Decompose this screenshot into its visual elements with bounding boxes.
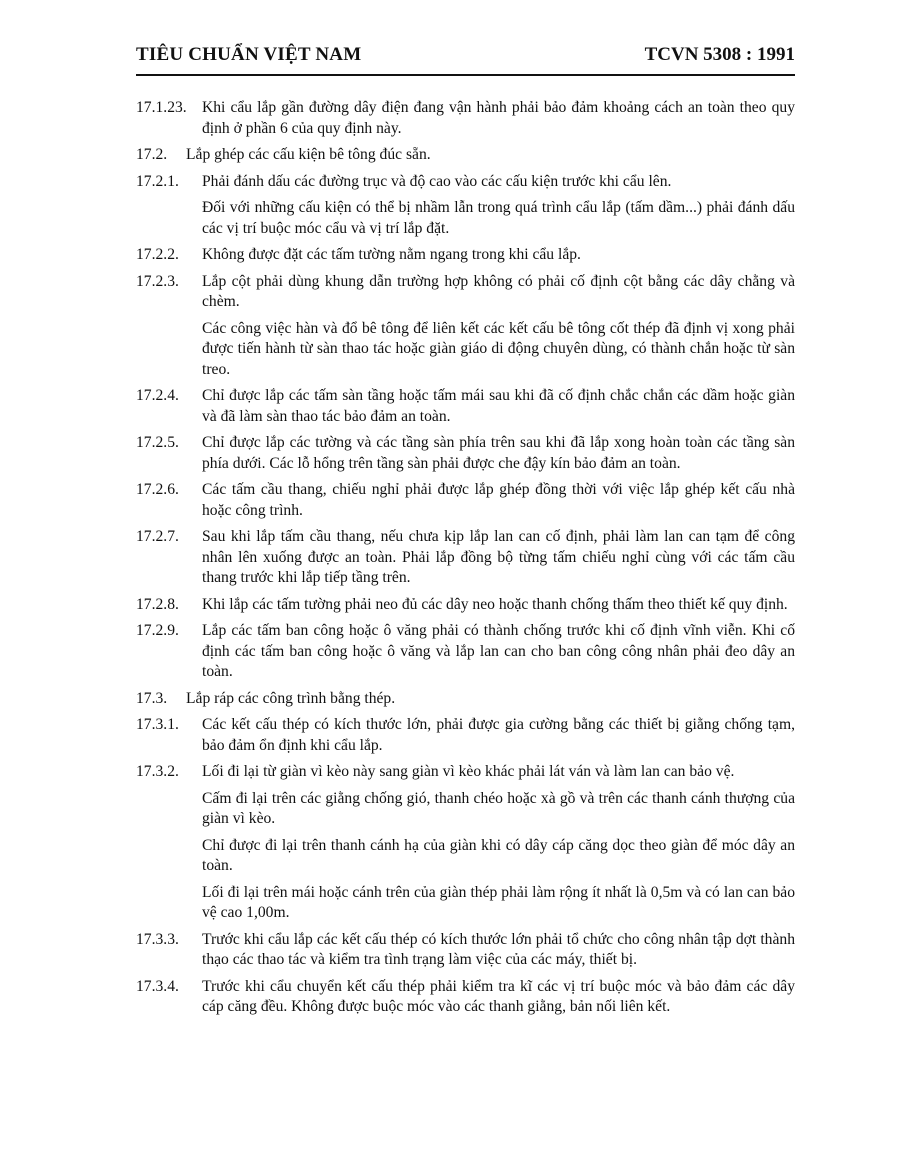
section-heading <box>136 145 795 166</box>
clause-number: 17.3.2. <box>136 763 179 780</box>
clause-item <box>136 527 795 589</box>
clause-item <box>136 621 795 683</box>
clause-item <box>136 762 795 783</box>
clause-text: Các tấm cầu thang, chiếu nghỉ phải được lắp ghép đồng thời với việc lắp ghép kết cấu nhà hoặc công trình. <box>202 481 795 519</box>
standard-code: TCVN 5308 : 1991 <box>644 44 795 65</box>
clause-item <box>136 977 795 1018</box>
clause-item <box>136 386 795 427</box>
section-heading <box>136 689 795 710</box>
clause-text: Sau khi lắp tấm cầu thang, nếu chưa kịp lắp lan can cố định, phải làm lan can tạm để công nhân lên xuống được an toàn. Phải lắp đồng bộ từng tấm chiếu nghỉ cùng với các tấm cầu thang trước khi lắp tiếp tầng trên. <box>202 528 795 586</box>
clause-number: 17.2.6. <box>136 481 179 498</box>
clause-item <box>136 172 795 193</box>
clause-number: 17.3. <box>136 689 168 707</box>
clause-text: Lắp các tấm ban công hoặc ô văng phải có thành chống trước khi cố định vĩnh viễn. Khi cố định các tấm ban công hoặc ô văng và lắp lan can cho ban công công nhân phải đeo dây an toàn. <box>202 622 795 680</box>
clause-number: 17.1.23. <box>136 99 187 116</box>
clause-text: Khi cẩu lắp gần đường dây điện đang vận hành phải bảo đảm khoảng cách an toàn theo quy định ở phần 6 của quy định này. <box>202 99 795 137</box>
clause-number: 17.3.4. <box>136 977 179 995</box>
clause-number: 17.2.9. <box>136 622 179 639</box>
clause-item <box>136 98 795 139</box>
header-rule <box>136 74 795 76</box>
clause-text: Chỉ được lắp các tấm sàn tầng hoặc tấm mái sau khi đã cố định chắc chắn các dầm hoặc giàn và đã làm sàn thao tác bảo đảm an toàn. <box>202 387 795 425</box>
clause-text: Lắp ghép các cấu kiện bê tông đúc sẵn. <box>186 146 431 163</box>
clause-item <box>136 272 795 313</box>
page-header <box>136 44 795 78</box>
clause-text: Khi lắp các tấm tường phải neo đủ các dây neo hoặc thanh chống thấm theo thiết kế quy định. <box>202 595 788 613</box>
clause-number: 17.3.3. <box>136 930 179 948</box>
clause-number: 17.3.1. <box>136 716 179 733</box>
paragraph: Cấm đi lại trên các giằng chống gió, thanh chéo hoặc xà gồ và trên các thanh cánh thượng của giàn vì kèo. <box>202 789 795 827</box>
clause-item <box>136 715 795 756</box>
clause-text: Trước khi cẩu lắp các kết cấu thép có kích thước lớn phải tổ chức cho công nhân tập dợt thành thạo các thao tác và kiểm tra tình trạng làm việc của các máy, thiết bị. <box>202 930 795 968</box>
clause-text: Không được đặt các tấm tường nằm ngang trong khi cẩu lắp. <box>202 246 581 263</box>
clause-number: 17.2.1. <box>136 172 179 190</box>
clause-text: Các kết cấu thép có kích thước lớn, phải được gia cường bằng các thiết bị giằng chống tạm, bảo đảm ổn định khi cẩu lắp. <box>202 716 795 754</box>
paragraph: Các công việc hàn và đổ bê tông để liên kết các kết cấu bê tông cốt thép đã định vị xong phải được tiến hành từ sàn thao tác hoặc giàn giáo di động chuyên dùng, có thành chắn hoặc từ sàn treo. <box>202 319 795 378</box>
document-body <box>136 98 795 1024</box>
clause-number: 17.2.4. <box>136 387 179 404</box>
clause-text: Trước khi cẩu chuyển kết cấu thép phải kiểm tra kĩ các vị trí buộc móc và bảo đảm các dây cáp căng đều. Không được buộc móc vào các thanh giằng, bản nối liên kết. <box>202 977 795 1015</box>
clause-number: 17.2.5. <box>136 434 179 451</box>
clause-number: 17.2.3. <box>136 272 179 290</box>
paragraph: Đối với những cấu kiện có thể bị nhầm lẫn trong quá trình cẩu lắp (tấm dầm...) phải đánh dấu các vị trí buộc móc cẩu và vị trí lắp đặt. <box>202 199 795 237</box>
clause-number: 17.2.8. <box>136 595 179 613</box>
clause-number: 17.2.7. <box>136 528 179 545</box>
clause-text: Lối đi lại từ giàn vì kèo này sang giàn vì kèo khác phải lát ván và làm lan can bảo vệ. <box>202 763 735 780</box>
clause-item <box>136 480 795 521</box>
paragraph: Chỉ được đi lại trên thanh cánh hạ của giàn khi có dây cáp căng dọc theo giàn để móc dây an toàn. <box>202 836 795 874</box>
clause-number: 17.2.2. <box>136 246 179 263</box>
clause-text: Chỉ được lắp các tường và các tầng sàn phía trên sau khi đã lắp xong hoàn toàn các tầng sàn phía dưới. Các lỗ hổng trên tầng sàn phải được che đậy kín bảo đảm an toàn. <box>202 434 795 472</box>
clause-number: 17.2. <box>136 146 168 163</box>
clause-item <box>136 930 795 971</box>
clause-item <box>136 433 795 474</box>
clause-item <box>136 245 795 266</box>
clause-text: Phải đánh dấu các đường trục và độ cao vào các cấu kiện trước khi cẩu lên. <box>202 172 672 190</box>
clause-item <box>136 595 795 616</box>
standard-title: TIÊU CHUẨN VIỆT NAM <box>136 44 362 65</box>
clause-text: Lắp cột phải dùng khung dẫn trường hợp không có phải cố định cột bằng các dây chằng và chèm. <box>202 272 795 310</box>
paragraph: Lối đi lại trên mái hoặc cánh trên của giàn thép phải làm rộng ít nhất là 0,5m và có lan can bảo vệ cao 1,00m. <box>202 883 795 921</box>
clause-text: Lắp ráp các công trình bằng thép. <box>186 689 396 707</box>
